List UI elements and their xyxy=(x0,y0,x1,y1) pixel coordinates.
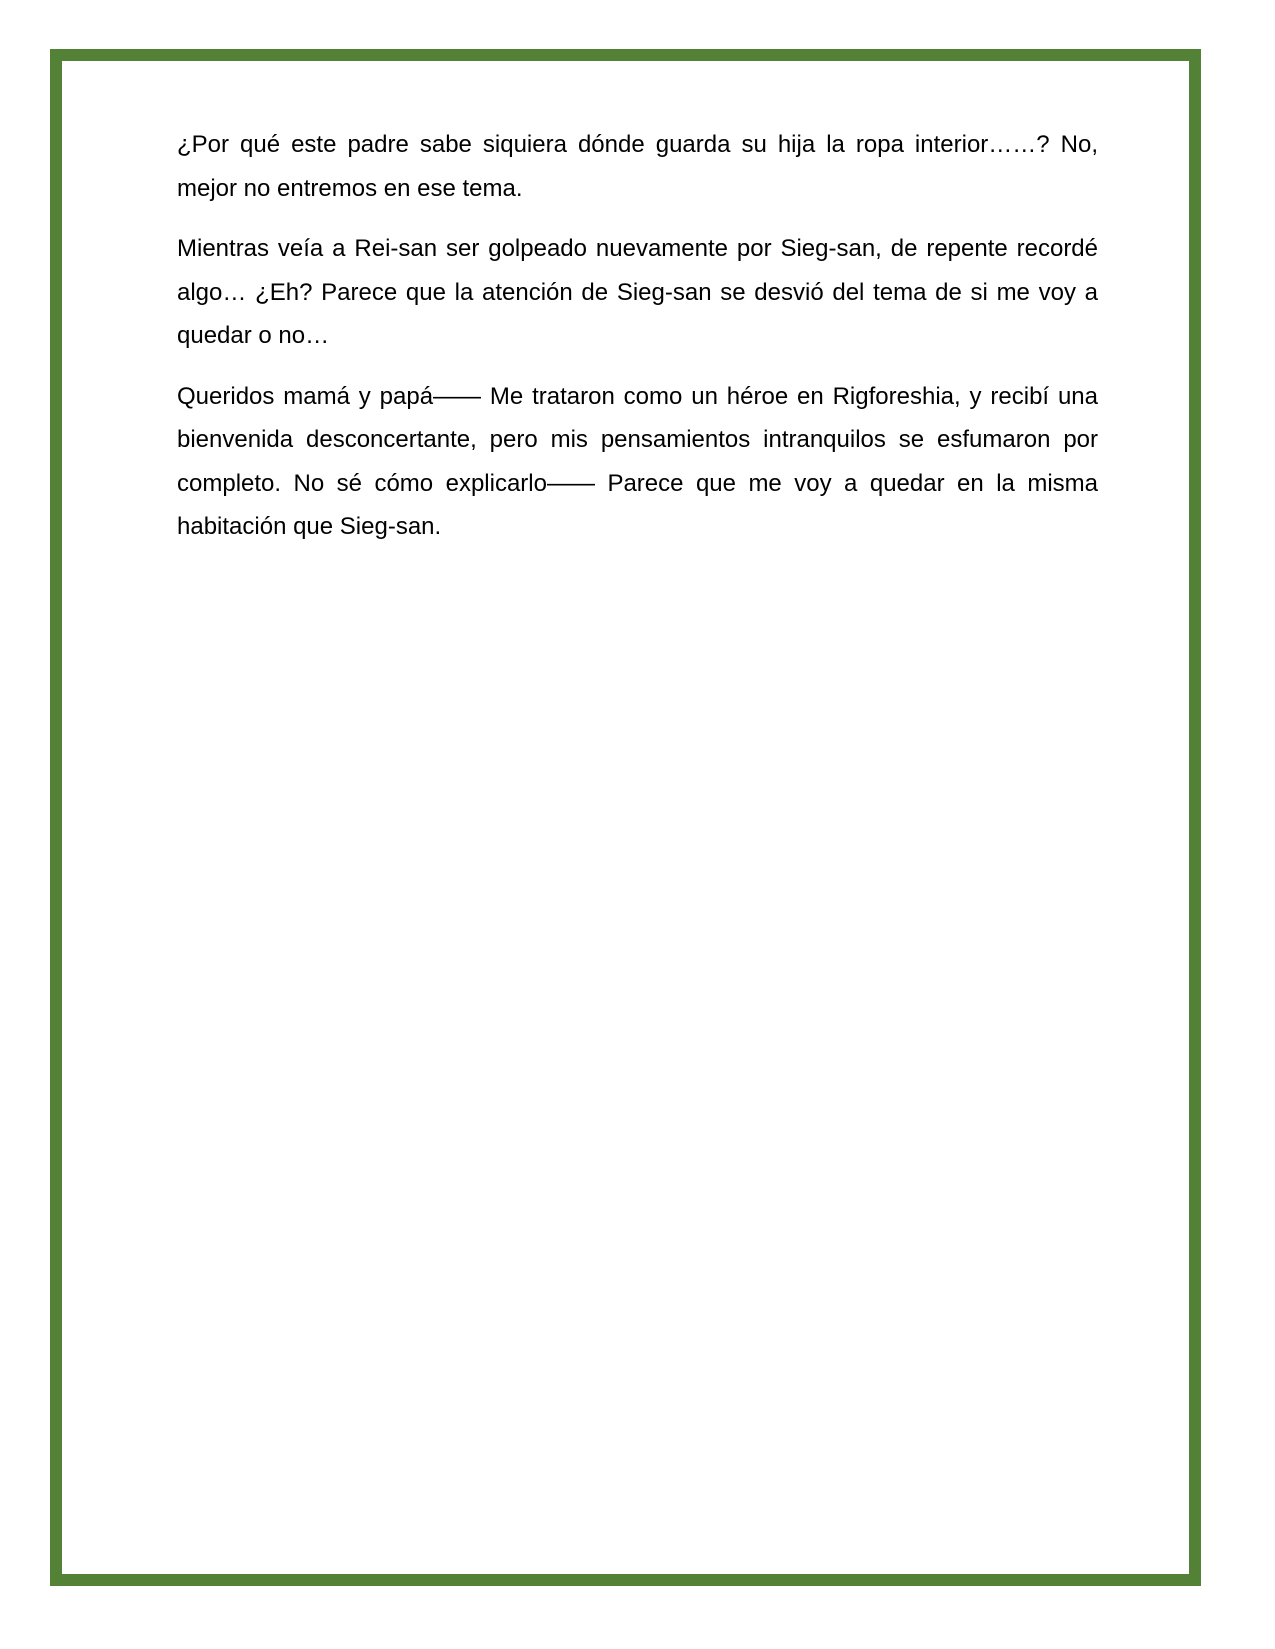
paragraph: Mientras veía a Rei-san ser golpeado nuevamente por Sieg-san, de repente recordé algo… ¿Eh? Parece que la atención de Sieg-san se desvió del tema de si me voy a quedar o no… xyxy=(177,235,1098,349)
paragraph: ¿Por qué este padre sabe siquiera dónde guarda su hija la ropa interior……? No, mejor no entremos en ese tema. xyxy=(177,131,1098,202)
paragraph: Queridos mamá y papá—— Me trataron como un héroe en Rigforeshia, y recibí una bienvenida desconcertante, pero mis pensamientos intranquilos se esfumaron por completo. No sé cómo explicarlo—— Parece que me voy a quedar en la misma habitación que Sieg-san. xyxy=(177,382,1098,540)
document-body xyxy=(177,123,1098,566)
